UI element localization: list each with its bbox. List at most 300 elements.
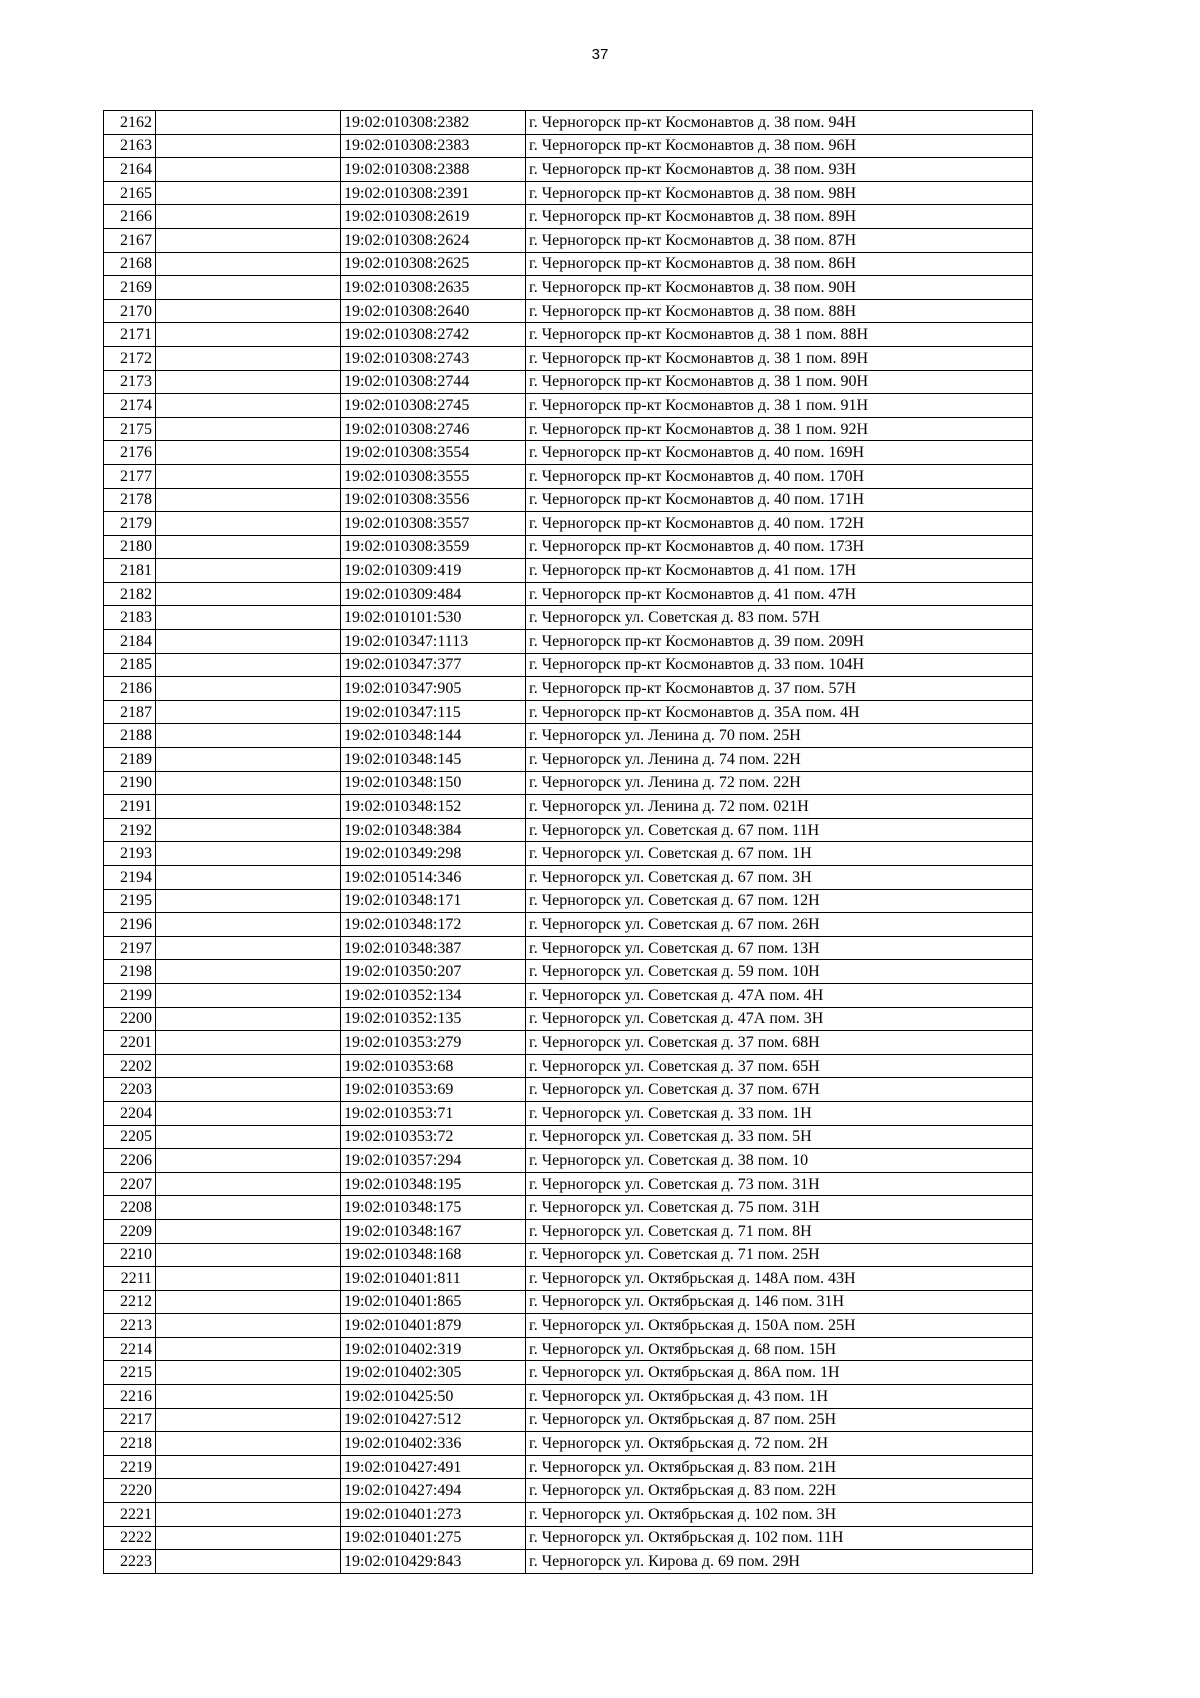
table-row [104, 181, 1033, 205]
row-number-cell: 2187 [104, 700, 156, 724]
cadastral-number-cell: 19:02:010101:530 [341, 606, 526, 630]
table-row [104, 748, 1033, 772]
address-cell: г. Черногорск пр-кт Космонавтов д. 38 пом. 90Н [526, 276, 1033, 300]
empty-cell [156, 1337, 341, 1361]
cadastral-number-cell: 19:02:010348:171 [341, 889, 526, 913]
table-row [104, 1503, 1033, 1527]
row-number-cell: 2185 [104, 653, 156, 677]
table-row [104, 582, 1033, 606]
registry-table [103, 110, 1033, 1574]
cadastral-number-cell: 19:02:010348:168 [341, 1243, 526, 1267]
address-cell: г. Черногорск пр-кт Космонавтов д. 40 пом. 170Н [526, 464, 1033, 488]
row-number-cell: 2194 [104, 866, 156, 890]
table-row [104, 252, 1033, 276]
address-cell: г. Черногорск ул. Октябрьская д. 72 пом. 2Н [526, 1432, 1033, 1456]
address-cell: г. Черногорск пр-кт Космонавтов д. 37 пом. 57Н [526, 677, 1033, 701]
empty-cell [156, 299, 341, 323]
row-number-cell: 2216 [104, 1385, 156, 1409]
empty-cell [156, 346, 341, 370]
address-cell: г. Черногорск ул. Советская д. 75 пом. 31Н [526, 1196, 1033, 1220]
table-row [104, 1267, 1033, 1291]
cadastral-number-cell: 19:02:010401:865 [341, 1290, 526, 1314]
address-cell: г. Черногорск ул. Ленина д. 72 пом. 22Н [526, 771, 1033, 795]
empty-cell [156, 370, 341, 394]
cadastral-number-cell: 19:02:010308:3555 [341, 464, 526, 488]
cadastral-number-cell: 19:02:010348:387 [341, 936, 526, 960]
cadastral-number-cell: 19:02:010308:2744 [341, 370, 526, 394]
cadastral-number-cell: 19:02:010348:195 [341, 1172, 526, 1196]
cadastral-number-cell: 19:02:010347:115 [341, 700, 526, 724]
empty-cell [156, 1054, 341, 1078]
table-row [104, 512, 1033, 536]
address-cell: г. Черногорск пр-кт Космонавтов д. 38 1 пом. 89Н [526, 346, 1033, 370]
row-number-cell: 2173 [104, 370, 156, 394]
empty-cell [156, 1125, 341, 1149]
address-cell: г. Черногорск ул. Советская д. 71 пом. 25Н [526, 1243, 1033, 1267]
address-cell: г. Черногорск пр-кт Космонавтов д. 40 пом. 172Н [526, 512, 1033, 536]
address-cell: г. Черногорск пр-кт Космонавтов д. 41 пом. 17Н [526, 559, 1033, 583]
table-row [104, 1125, 1033, 1149]
table-row [104, 559, 1033, 583]
address-cell: г. Черногорск ул. Ленина д. 74 пом. 22Н [526, 748, 1033, 772]
address-cell: г. Черногорск пр-кт Космонавтов д. 38 пом. 87Н [526, 228, 1033, 252]
address-cell: г. Черногорск пр-кт Космонавтов д. 38 1 пом. 90Н [526, 370, 1033, 394]
registry-table-body [104, 111, 1033, 1574]
address-cell: г. Черногорск ул. Советская д. 47А пом. 3Н [526, 1007, 1033, 1031]
empty-cell [156, 1408, 341, 1432]
cadastral-number-cell: 19:02:010309:419 [341, 559, 526, 583]
address-cell: г. Черногорск пр-кт Космонавтов д. 38 1 пом. 88Н [526, 323, 1033, 347]
empty-cell [156, 1172, 341, 1196]
address-cell: г. Черногорск пр-кт Космонавтов д. 39 пом. 209Н [526, 630, 1033, 654]
address-cell: г. Черногорск ул. Советская д. 33 пом. 1Н [526, 1101, 1033, 1125]
table-row [104, 771, 1033, 795]
cadastral-number-cell: 19:02:010401:275 [341, 1526, 526, 1550]
empty-cell [156, 630, 341, 654]
row-number-cell: 2179 [104, 512, 156, 536]
empty-cell [156, 1361, 341, 1385]
address-cell: г. Черногорск пр-кт Космонавтов д. 40 пом. 169Н [526, 441, 1033, 465]
empty-cell [156, 1526, 341, 1550]
row-number-cell: 2170 [104, 299, 156, 323]
table-row [104, 983, 1033, 1007]
empty-cell [156, 1290, 341, 1314]
empty-cell [156, 394, 341, 418]
empty-cell [156, 1479, 341, 1503]
table-row [104, 913, 1033, 937]
empty-cell [156, 1455, 341, 1479]
cadastral-number-cell: 19:02:010347:905 [341, 677, 526, 701]
row-number-cell: 2204 [104, 1101, 156, 1125]
table-row [104, 1526, 1033, 1550]
table-row [104, 1550, 1033, 1574]
table-row [104, 464, 1033, 488]
cadastral-number-cell: 19:02:010309:484 [341, 582, 526, 606]
row-number-cell: 2172 [104, 346, 156, 370]
cadastral-number-cell: 19:02:010427:491 [341, 1455, 526, 1479]
cadastral-number-cell: 19:02:010402:319 [341, 1337, 526, 1361]
cadastral-number-cell: 19:02:010353:68 [341, 1054, 526, 1078]
address-cell: г. Черногорск ул. Октябрьская д. 83 пом. 21Н [526, 1455, 1033, 1479]
address-cell: г. Черногорск пр-кт Космонавтов д. 40 пом. 171Н [526, 488, 1033, 512]
table-row [104, 299, 1033, 323]
cadastral-number-cell: 19:02:010427:494 [341, 1479, 526, 1503]
address-cell: г. Черногорск пр-кт Космонавтов д. 35А пом. 4Н [526, 700, 1033, 724]
table-row [104, 889, 1033, 913]
empty-cell [156, 464, 341, 488]
empty-cell [156, 228, 341, 252]
cadastral-number-cell: 19:02:010353:69 [341, 1078, 526, 1102]
row-number-cell: 2171 [104, 323, 156, 347]
address-cell: г. Черногорск ул. Октябрьская д. 68 пом. 15Н [526, 1337, 1033, 1361]
address-cell: г. Черногорск ул. Советская д. 67 пом. 3Н [526, 866, 1033, 890]
empty-cell [156, 700, 341, 724]
cadastral-number-cell: 19:02:010402:305 [341, 1361, 526, 1385]
address-cell: г. Черногорск ул. Советская д. 67 пом. 13Н [526, 936, 1033, 960]
cadastral-number-cell: 19:02:010348:144 [341, 724, 526, 748]
empty-cell [156, 866, 341, 890]
table-row [104, 1455, 1033, 1479]
cadastral-number-cell: 19:02:010401:879 [341, 1314, 526, 1338]
address-cell: г. Черногорск ул. Советская д. 67 пом. 12Н [526, 889, 1033, 913]
table-row [104, 1149, 1033, 1173]
table-row [104, 1031, 1033, 1055]
row-number-cell: 2203 [104, 1078, 156, 1102]
cadastral-number-cell: 19:02:010353:72 [341, 1125, 526, 1149]
cadastral-number-cell: 19:02:010308:2742 [341, 323, 526, 347]
row-number-cell: 2192 [104, 818, 156, 842]
cadastral-number-cell: 19:02:010349:298 [341, 842, 526, 866]
cadastral-number-cell: 19:02:010402:336 [341, 1432, 526, 1456]
address-cell: г. Черногорск пр-кт Космонавтов д. 38 пом. 89Н [526, 205, 1033, 229]
table-row [104, 677, 1033, 701]
row-number-cell: 2166 [104, 205, 156, 229]
address-cell: г. Черногорск ул. Ленина д. 70 пом. 25Н [526, 724, 1033, 748]
cadastral-number-cell: 19:02:010308:2743 [341, 346, 526, 370]
cadastral-number-cell: 19:02:010308:2391 [341, 181, 526, 205]
table-row [104, 1337, 1033, 1361]
cadastral-number-cell: 19:02:010401:273 [341, 1503, 526, 1527]
row-number-cell: 2169 [104, 276, 156, 300]
table-row [104, 535, 1033, 559]
empty-cell [156, 276, 341, 300]
table-row [104, 1243, 1033, 1267]
cadastral-number-cell: 19:02:010352:134 [341, 983, 526, 1007]
table-row [104, 394, 1033, 418]
cadastral-number-cell: 19:02:010350:207 [341, 960, 526, 984]
table-row [104, 346, 1033, 370]
row-number-cell: 2213 [104, 1314, 156, 1338]
empty-cell [156, 417, 341, 441]
table-row [104, 1196, 1033, 1220]
cadastral-number-cell: 19:02:010348:150 [341, 771, 526, 795]
address-cell: г. Черногорск ул. Советская д. 67 пом. 26Н [526, 913, 1033, 937]
table-row [104, 630, 1033, 654]
empty-cell [156, 1196, 341, 1220]
row-number-cell: 2174 [104, 394, 156, 418]
cadastral-number-cell: 19:02:010427:512 [341, 1408, 526, 1432]
empty-cell [156, 1078, 341, 1102]
cadastral-number-cell: 19:02:010308:2624 [341, 228, 526, 252]
row-number-cell: 2197 [104, 936, 156, 960]
empty-cell [156, 1432, 341, 1456]
cadastral-number-cell: 19:02:010308:3559 [341, 535, 526, 559]
empty-cell [156, 748, 341, 772]
empty-cell [156, 677, 341, 701]
table-row [104, 795, 1033, 819]
address-cell: г. Черногорск пр-кт Космонавтов д. 38 пом. 88Н [526, 299, 1033, 323]
cadastral-number-cell: 19:02:010308:2746 [341, 417, 526, 441]
row-number-cell: 2207 [104, 1172, 156, 1196]
row-number-cell: 2168 [104, 252, 156, 276]
row-number-cell: 2167 [104, 228, 156, 252]
cadastral-number-cell: 19:02:010348:152 [341, 795, 526, 819]
empty-cell [156, 441, 341, 465]
row-number-cell: 2177 [104, 464, 156, 488]
empty-cell [156, 134, 341, 158]
cadastral-number-cell: 19:02:010401:811 [341, 1267, 526, 1291]
row-number-cell: 2188 [104, 724, 156, 748]
row-number-cell: 2198 [104, 960, 156, 984]
empty-cell [156, 842, 341, 866]
row-number-cell: 2186 [104, 677, 156, 701]
table-row [104, 1432, 1033, 1456]
address-cell: г. Черногорск ул. Советская д. 59 пом. 10Н [526, 960, 1033, 984]
table-row [104, 1219, 1033, 1243]
address-cell: г. Черногорск ул. Октябрьская д. 148А пом. 43Н [526, 1267, 1033, 1291]
row-number-cell: 2163 [104, 134, 156, 158]
empty-cell [156, 582, 341, 606]
row-number-cell: 2182 [104, 582, 156, 606]
empty-cell [156, 913, 341, 937]
table-row [104, 1054, 1033, 1078]
cadastral-number-cell: 19:02:010308:2635 [341, 276, 526, 300]
row-number-cell: 2193 [104, 842, 156, 866]
cadastral-number-cell: 19:02:010353:71 [341, 1101, 526, 1125]
empty-cell [156, 181, 341, 205]
empty-cell [156, 1219, 341, 1243]
row-number-cell: 2206 [104, 1149, 156, 1173]
cadastral-number-cell: 19:02:010357:294 [341, 1149, 526, 1173]
row-number-cell: 2223 [104, 1550, 156, 1574]
row-number-cell: 2178 [104, 488, 156, 512]
empty-cell [156, 1149, 341, 1173]
row-number-cell: 2183 [104, 606, 156, 630]
row-number-cell: 2176 [104, 441, 156, 465]
empty-cell [156, 1503, 341, 1527]
address-cell: г. Черногорск пр-кт Космонавтов д. 38 пом. 98Н [526, 181, 1033, 205]
address-cell: г. Черногорск ул. Советская д. 38 пом. 10 [526, 1149, 1033, 1173]
empty-cell [156, 1267, 341, 1291]
table-row [104, 842, 1033, 866]
address-cell: г. Черногорск ул. Советская д. 47А пом. 4Н [526, 983, 1033, 1007]
table-row [104, 441, 1033, 465]
table-row [104, 323, 1033, 347]
address-cell: г. Черногорск ул. Октябрьская д. 102 пом. 11Н [526, 1526, 1033, 1550]
row-number-cell: 2209 [104, 1219, 156, 1243]
row-number-cell: 2221 [104, 1503, 156, 1527]
table-row [104, 653, 1033, 677]
address-cell: г. Черногорск ул. Кирова д. 69 пом. 29Н [526, 1550, 1033, 1574]
address-cell: г. Черногорск пр-кт Космонавтов д. 38 пом. 93Н [526, 158, 1033, 182]
cadastral-number-cell: 19:02:010308:2388 [341, 158, 526, 182]
row-number-cell: 2165 [104, 181, 156, 205]
row-number-cell: 2184 [104, 630, 156, 654]
empty-cell [156, 559, 341, 583]
table-row [104, 228, 1033, 252]
table-row [104, 276, 1033, 300]
cadastral-number-cell: 19:02:010348:384 [341, 818, 526, 842]
empty-cell [156, 512, 341, 536]
row-number-cell: 2164 [104, 158, 156, 182]
empty-cell [156, 606, 341, 630]
cadastral-number-cell: 19:02:010352:135 [341, 1007, 526, 1031]
row-number-cell: 2191 [104, 795, 156, 819]
cadastral-number-cell: 19:02:010308:2619 [341, 205, 526, 229]
cadastral-number-cell: 19:02:010347:377 [341, 653, 526, 677]
table-row [104, 1408, 1033, 1432]
address-cell: г. Черногорск ул. Октябрьская д. 83 пом. 22Н [526, 1479, 1033, 1503]
address-cell: г. Черногорск ул. Советская д. 83 пом. 57Н [526, 606, 1033, 630]
address-cell: г. Черногорск ул. Советская д. 37 пом. 67Н [526, 1078, 1033, 1102]
page-number: 37 [591, 46, 609, 63]
table-row [104, 1007, 1033, 1031]
table-row [104, 417, 1033, 441]
row-number-cell: 2219 [104, 1455, 156, 1479]
row-number-cell: 2175 [104, 417, 156, 441]
row-number-cell: 2211 [104, 1267, 156, 1291]
row-number-cell: 2220 [104, 1479, 156, 1503]
table-row [104, 1314, 1033, 1338]
address-cell: г. Черногорск ул. Октябрьская д. 87 пом. 25Н [526, 1408, 1033, 1432]
table-row [104, 205, 1033, 229]
empty-cell [156, 1031, 341, 1055]
table-row [104, 700, 1033, 724]
empty-cell [156, 205, 341, 229]
table-row [104, 1101, 1033, 1125]
table-row [104, 1361, 1033, 1385]
empty-cell [156, 111, 341, 135]
cadastral-number-cell: 19:02:010308:2745 [341, 394, 526, 418]
table-row [104, 488, 1033, 512]
row-number-cell: 2214 [104, 1337, 156, 1361]
empty-cell [156, 653, 341, 677]
row-number-cell: 2218 [104, 1432, 156, 1456]
row-number-cell: 2210 [104, 1243, 156, 1267]
empty-cell [156, 960, 341, 984]
row-number-cell: 2217 [104, 1408, 156, 1432]
empty-cell [156, 818, 341, 842]
address-cell: г. Черногорск ул. Советская д. 37 пом. 68Н [526, 1031, 1033, 1055]
row-number-cell: 2196 [104, 913, 156, 937]
cadastral-number-cell: 19:02:010347:1113 [341, 630, 526, 654]
empty-cell [156, 1101, 341, 1125]
address-cell: г. Черногорск ул. Октябрьская д. 86А пом. 1Н [526, 1361, 1033, 1385]
cadastral-number-cell: 19:02:010308:3556 [341, 488, 526, 512]
empty-cell [156, 535, 341, 559]
empty-cell [156, 323, 341, 347]
row-number-cell: 2181 [104, 559, 156, 583]
table-row [104, 111, 1033, 135]
empty-cell [156, 1385, 341, 1409]
table-row [104, 936, 1033, 960]
cadastral-number-cell: 19:02:010308:3557 [341, 512, 526, 536]
row-number-cell: 2189 [104, 748, 156, 772]
empty-cell [156, 983, 341, 1007]
table-row [104, 1385, 1033, 1409]
cadastral-number-cell: 19:02:010308:3554 [341, 441, 526, 465]
row-number-cell: 2222 [104, 1526, 156, 1550]
row-number-cell: 2195 [104, 889, 156, 913]
table-row [104, 818, 1033, 842]
row-number-cell: 2205 [104, 1125, 156, 1149]
empty-cell [156, 488, 341, 512]
address-cell: г. Черногорск пр-кт Космонавтов д. 38 1 пом. 92Н [526, 417, 1033, 441]
row-number-cell: 2200 [104, 1007, 156, 1031]
table-row [104, 606, 1033, 630]
address-cell: г. Черногорск пр-кт Космонавтов д. 33 пом. 104Н [526, 653, 1033, 677]
table-row [104, 866, 1033, 890]
address-cell: г. Черногорск ул. Октябрьская д. 146 пом. 31Н [526, 1290, 1033, 1314]
address-cell: г. Черногорск ул. Советская д. 67 пом. 11Н [526, 818, 1033, 842]
address-cell: г. Черногорск пр-кт Космонавтов д. 40 пом. 173Н [526, 535, 1033, 559]
row-number-cell: 2190 [104, 771, 156, 795]
row-number-cell: 2212 [104, 1290, 156, 1314]
address-cell: г. Черногорск ул. Советская д. 67 пом. 1Н [526, 842, 1033, 866]
table-row [104, 724, 1033, 748]
table-row [104, 134, 1033, 158]
row-number-cell: 2215 [104, 1361, 156, 1385]
address-cell: г. Черногорск ул. Октябрьская д. 150А пом. 25Н [526, 1314, 1033, 1338]
row-number-cell: 2202 [104, 1054, 156, 1078]
cadastral-number-cell: 19:02:010514:346 [341, 866, 526, 890]
address-cell: г. Черногорск пр-кт Космонавтов д. 38 пом. 96Н [526, 134, 1033, 158]
empty-cell [156, 1550, 341, 1574]
address-cell: г. Черногорск пр-кт Космонавтов д. 38 1 пом. 91Н [526, 394, 1033, 418]
empty-cell [156, 771, 341, 795]
address-cell: г. Черногорск ул. Советская д. 73 пом. 31Н [526, 1172, 1033, 1196]
row-number-cell: 2180 [104, 535, 156, 559]
address-cell: г. Черногорск пр-кт Космонавтов д. 38 пом. 86Н [526, 252, 1033, 276]
address-cell: г. Черногорск ул. Советская д. 71 пом. 8Н [526, 1219, 1033, 1243]
address-cell: г. Черногорск ул. Советская д. 33 пом. 5Н [526, 1125, 1033, 1149]
row-number-cell: 2199 [104, 983, 156, 1007]
table-row [104, 1172, 1033, 1196]
table-row [104, 1078, 1033, 1102]
cadastral-number-cell: 19:02:010348:172 [341, 913, 526, 937]
empty-cell [156, 158, 341, 182]
address-cell: г. Черногорск ул. Октябрьская д. 102 пом. 3Н [526, 1503, 1033, 1527]
row-number-cell: 2201 [104, 1031, 156, 1055]
cadastral-number-cell: 19:02:010429:843 [341, 1550, 526, 1574]
empty-cell [156, 1314, 341, 1338]
table-row [104, 370, 1033, 394]
empty-cell [156, 252, 341, 276]
empty-cell [156, 795, 341, 819]
row-number-cell: 2162 [104, 111, 156, 135]
address-cell: г. Черногорск пр-кт Космонавтов д. 41 пом. 47Н [526, 582, 1033, 606]
cadastral-number-cell: 19:02:010348:175 [341, 1196, 526, 1220]
cadastral-number-cell: 19:02:010348:167 [341, 1219, 526, 1243]
cadastral-number-cell: 19:02:010353:279 [341, 1031, 526, 1055]
cadastral-number-cell: 19:02:010308:2383 [341, 134, 526, 158]
table-row [104, 1479, 1033, 1503]
cadastral-number-cell: 19:02:010308:2382 [341, 111, 526, 135]
empty-cell [156, 1243, 341, 1267]
empty-cell [156, 936, 341, 960]
table-row [104, 158, 1033, 182]
cadastral-number-cell: 19:02:010348:145 [341, 748, 526, 772]
